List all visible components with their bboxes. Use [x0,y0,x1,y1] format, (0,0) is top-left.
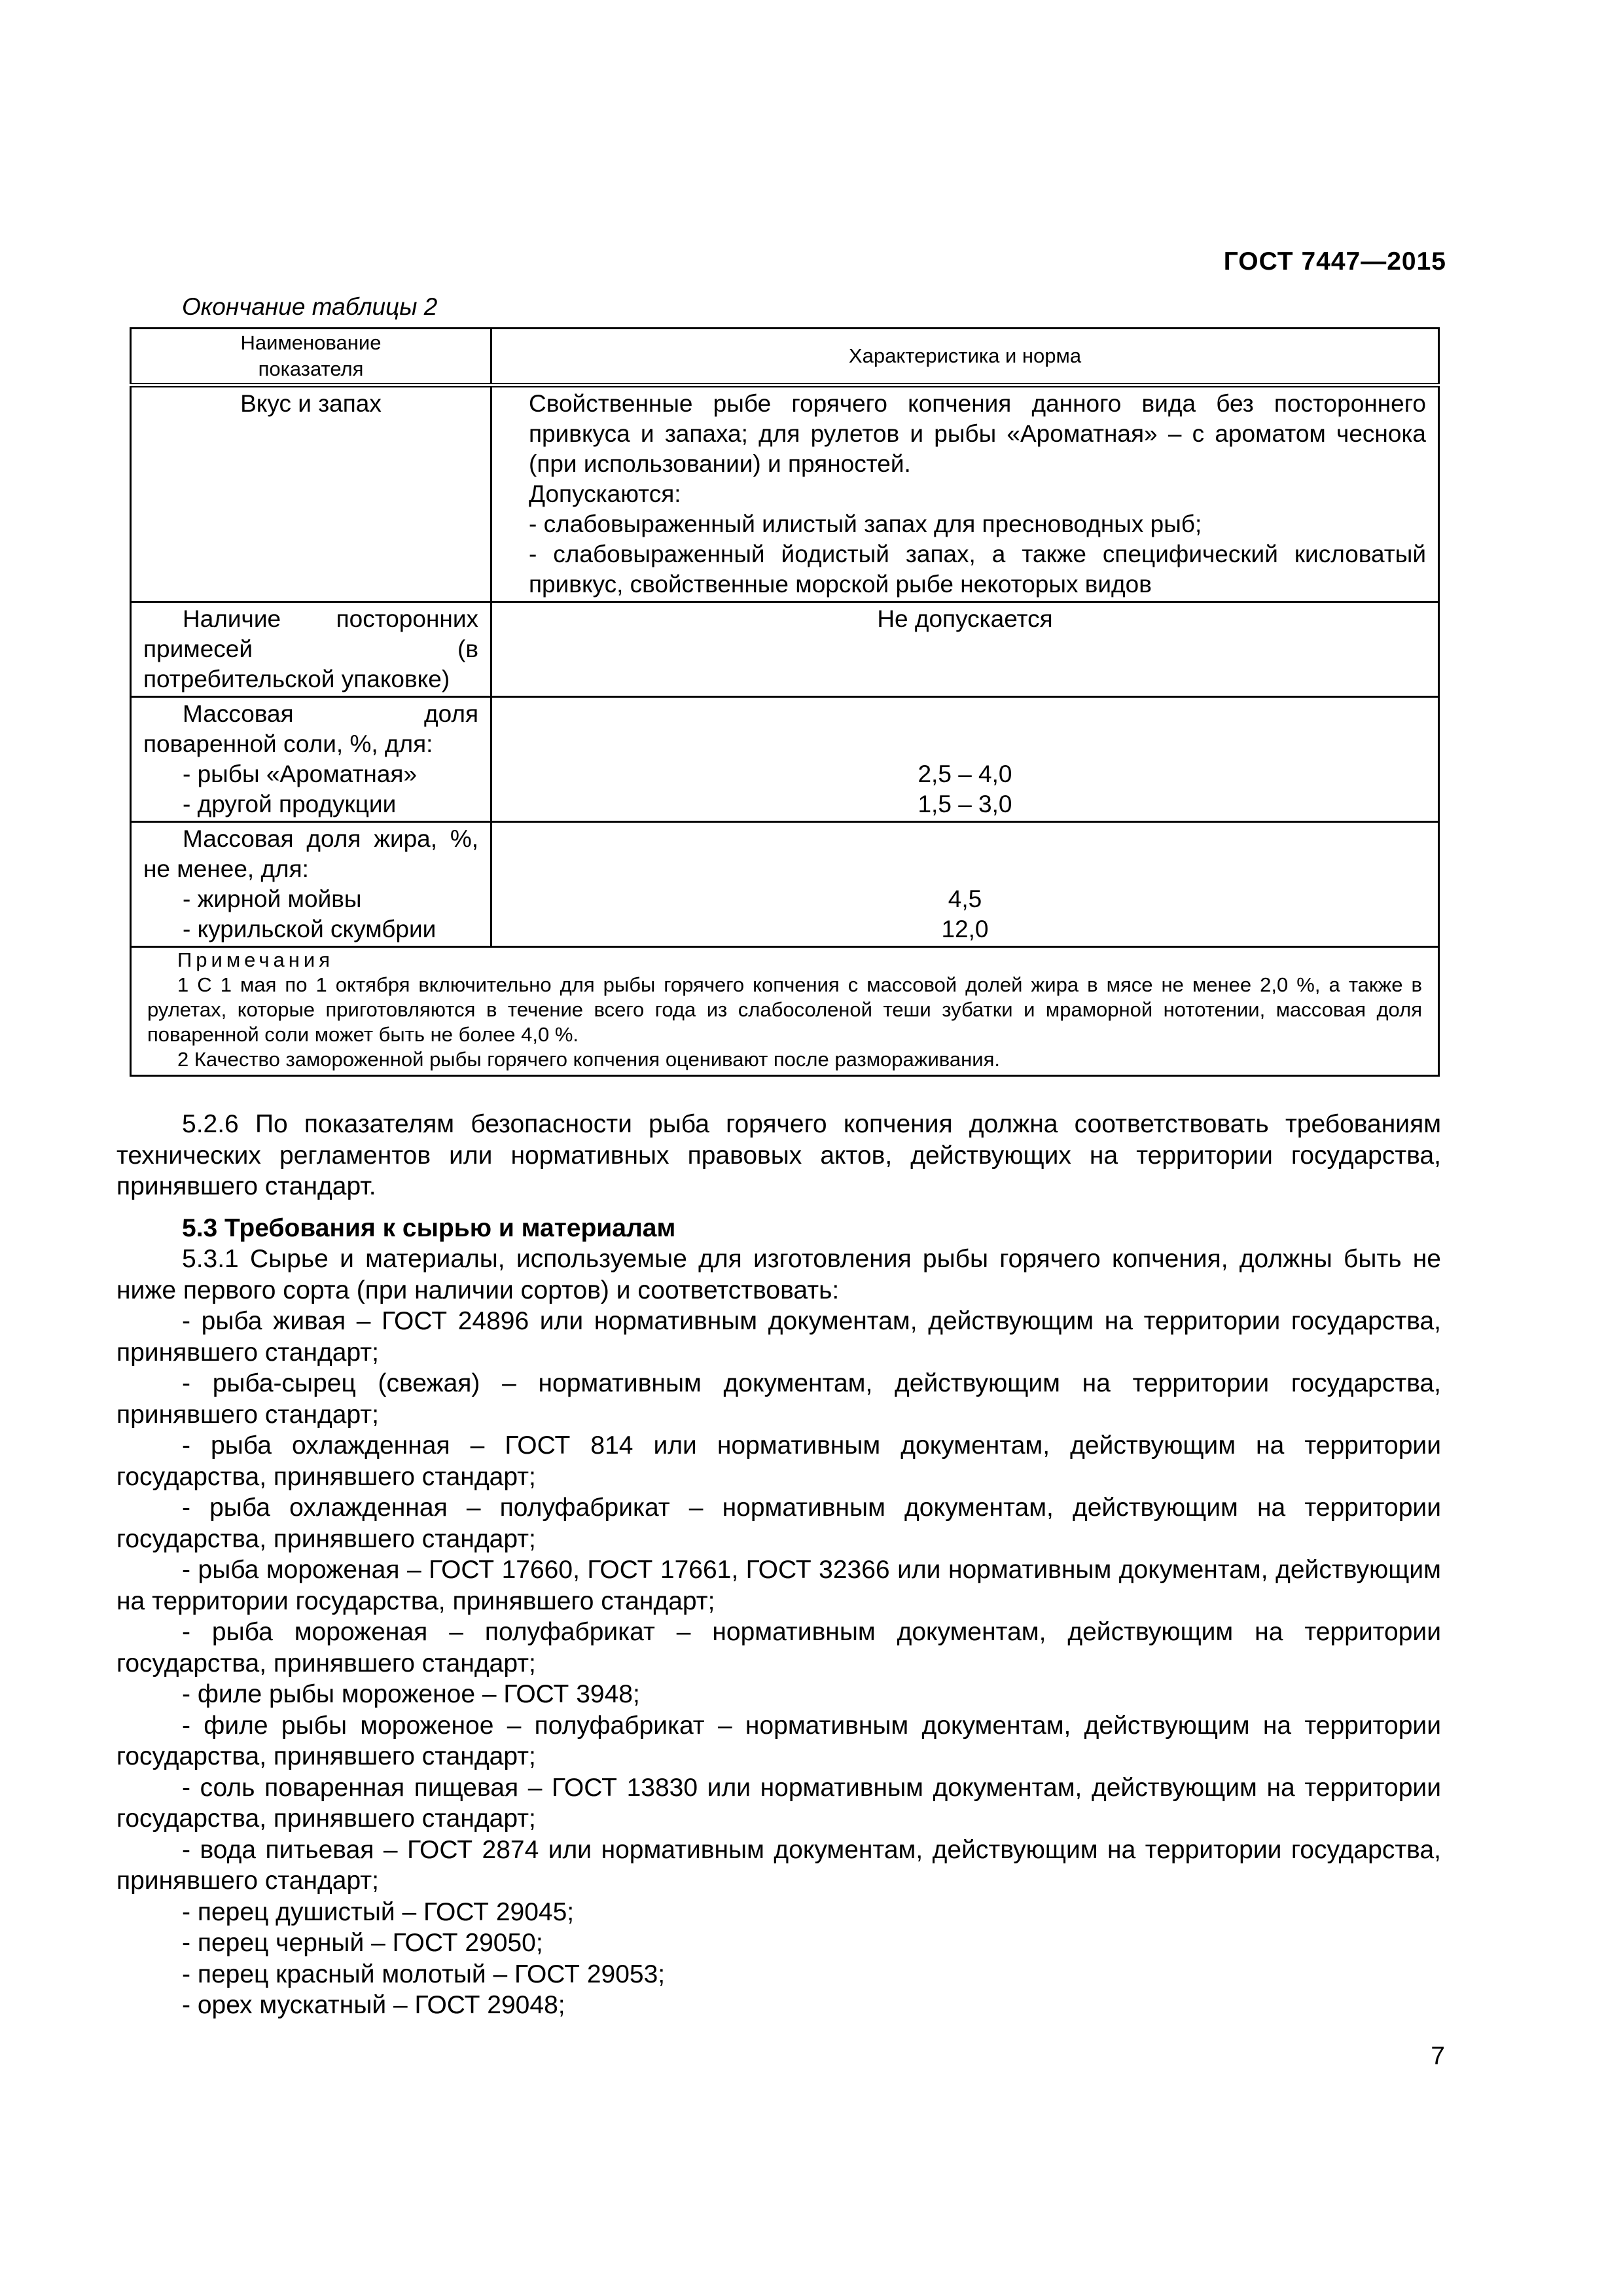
list-item: - вода питьевая – ГОСТ 2874 или нормативным документам, действующим на территории государства, принявшего стандарт; [116,1835,1441,1895]
list-item: - перец красный молотый – ГОСТ 29053; [182,1960,666,1988]
table-row [131,697,1439,822]
table-row [131,602,1439,697]
row-value-text: 12,0 [941,916,989,942]
row-value-text: Допускаются: [529,480,681,507]
list-item: - орех мускатный – ГОСТ 29048; [182,1991,565,2019]
list-item: - соль поваренная пищевая – ГОСТ 13830 или нормативным документам, действующим на территории государства, принявшего стандарт; [116,1773,1441,1833]
row-name-fat [131,822,491,947]
row-value-impurities [491,602,1439,697]
notes-title: Примечания [177,948,334,971]
row-name-text: Вкус и запах [240,390,382,417]
row-name-impurities [131,602,491,697]
spacer [504,824,1426,854]
row-name-salt [131,697,491,822]
specification-table [130,327,1440,1077]
list-item: - перец душистый – ГОСТ 29045; [182,1897,575,1926]
table-row [131,822,1439,947]
row-subitem-text: - жирной мойвы [183,886,362,912]
list-item: - рыба-сырец (свежая) – нормативным документам, действующим на территории государства, принявшего стандарт; [116,1369,1441,1429]
table-notes-row [131,947,1439,1076]
row-value-fat [491,822,1439,947]
table-header-row [131,329,1439,386]
document-header: ГОСТ 7447—2015 [1223,247,1446,276]
list-item: - филе рыбы мороженое – ГОСТ 3948; [182,1680,640,1708]
page-number: 7 [1431,2042,1445,2070]
list-item: - рыба охлажденная – ГОСТ 814 или нормативным документам, действующим на территории государства, принявшего стандарт; [116,1431,1441,1491]
section-heading-5-3: 5.3 Требования к сырью и материалам [182,1213,676,1242]
column-header-name [131,329,491,386]
column-header-name-line-2: показателя [258,357,364,380]
row-value-text: 1,5 – 3,0 [918,791,1012,817]
row-value-text: 2,5 – 4,0 [918,761,1012,787]
row-value-taste [491,386,1439,602]
row-subitem-text: - курильской скумбрии [183,916,437,942]
row-value-text: Не допускается [877,605,1053,632]
spacer [504,699,1426,729]
row-subitem-text: - другой продукции [183,791,397,817]
list-item: - рыба живая – ГОСТ 24896 или нормативным документам, действующим на территории государства, принявшего стандарт; [116,1307,1441,1367]
row-value-text: Свойственные рыбе горячего копчения данного вида без постороннего привкуса и запаха; для рулетов и рыбы «Ароматная» – с ароматом чеснока (при использовании) и пряностей. [529,390,1426,477]
row-value-text: 4,5 [948,886,982,912]
list-item: - рыба мороженая – ГОСТ 17660, ГОСТ 17661, ГОСТ 32366 или нормативным документам, действующим на территории государства, принявшего стандарт; [116,1556,1441,1615]
table-caption: Окончание таблицы 2 [182,293,438,320]
spacer [504,729,1426,759]
paragraph-5-2-6: 5.2.6 По показателям безопасности рыба горячего копчения должна соответствовать требованиям технических регламентов или нормативных правовых актов, действующих на территории государства, принявшего стандарт. [116,1110,1441,1200]
row-value-text: - слабовыраженный йодистый запах, а также специфический кисловатый привкус, свойственные морской рыбе некоторых видов [529,541,1426,598]
note-item: 2 Качество замороженной рыбы горячего копчения оценивают после размораживания. [177,1048,1000,1071]
list-item: - перец черный – ГОСТ 29050; [182,1929,543,1957]
list-item: - рыба мороженая – полуфабрикат – нормативным документам, действующим на территории государства, принявшего стандарт; [116,1618,1441,1677]
table-row [131,386,1439,602]
column-header-value: Характеристика и норма [491,329,1439,386]
row-value-salt [491,697,1439,822]
list-item: - рыба охлажденная – полуфабрикат – нормативным документам, действующим на территории государства, принявшего стандарт; [116,1494,1441,1553]
paragraph-5-3-1: 5.3.1 Сырье и материалы, используемые для изготовления рыбы горячего копчения, должны быть не ниже первого сорта (при наличии сортов) и соответствовать: [116,1245,1441,1304]
list-item: - филе рыбы мороженое – полуфабрикат – нормативным документам, действующим на территории государства, принявшего стандарт; [116,1711,1441,1770]
row-name-text: Массовая доля жира, %, не менее, для: [143,825,478,882]
note-item: 1 С 1 мая по 1 октября включительно для рыбы горячего копчения с массовой долей жира в мясе не менее 2,0 %, а также в рулетах, которые приготовляются в течение всего года из слабосоленой теши зубатки и мраморной нототении, массовая доля поваренной соли может быть не более 4,0 %. [147,973,1422,1046]
spacer [504,854,1426,884]
row-subitem-text: - рыбы «Ароматная» [183,761,418,787]
row-name-text: Наличие посторонних примесей (в потребительской упаковке) [143,605,478,692]
row-name-taste [131,386,491,602]
row-name-text: Массовая доля поваренной соли, %, для: [143,700,478,757]
column-header-name-line-1: Наименование [240,331,382,354]
row-value-text: - слабовыраженный илистый запах для пресноводных рыб; [529,511,1202,537]
document-body [116,1109,1441,2021]
table-notes [131,947,1439,1076]
